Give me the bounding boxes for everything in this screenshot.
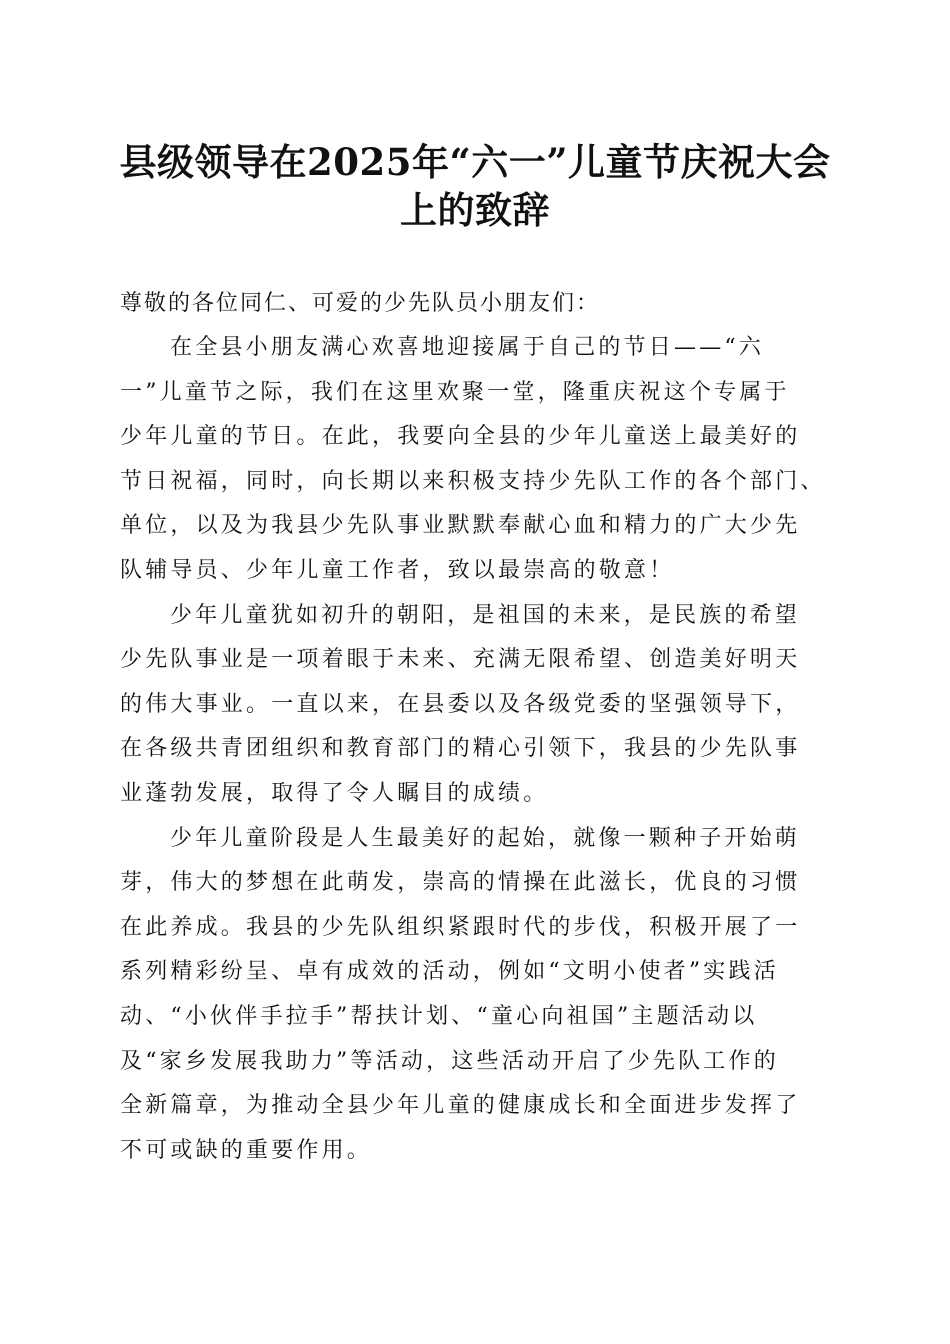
- paragraph-line: 不可或缺的重要作用。: [120, 1137, 373, 1163]
- paragraph-line: 业蓬勃发展，取得了令人瞩目的成绩。: [120, 780, 549, 806]
- paragraph-line: 在各级共青团组织和教育部门的精心引领下，我县的少先队事: [120, 736, 801, 762]
- paragraph-line: 及“家乡发展我助力”等活动，这些活动开启了少先队工作的: [120, 1048, 779, 1074]
- paragraph-line: 在此养成。我县的少先队组织紧跟时代的步伐，积极开展了一: [120, 914, 801, 940]
- paragraph-line: 一”儿童节之际，我们在这里欢聚一堂，隆重庆祝这个专属于: [120, 379, 790, 405]
- title-line: 县级领导在2025年“六一”儿童节庆祝大会: [119, 140, 831, 184]
- paragraph-line: 队辅导员、少年儿童工作者，致以最崇高的敬意！: [120, 557, 675, 583]
- document-title: [100, 138, 850, 234]
- paragraph-line: 动、“小伙伴手拉手”帮扶计划、“童心向祖国”主题活动以: [120, 1003, 758, 1029]
- paragraph-line: 芽，伟大的梦想在此萌发，崇高的情操在此滋长，优良的习惯: [120, 870, 801, 896]
- title-line: 上的致辞: [400, 188, 550, 232]
- paragraph-3: [120, 817, 832, 1174]
- paragraph-line: 少先队事业是一项着眼于未来、充满无限希望、创造美好明天: [120, 647, 801, 673]
- paragraph-line: 少年儿童犹如初升的朝阳，是祖国的未来，是民族的希望: [170, 602, 801, 628]
- paragraph-line: 系列精彩纷呈、卓有成效的活动，例如“文明小使者”实践活: [120, 959, 779, 985]
- paragraph-line: 单位，以及为我县少先队事业默默奉献心血和精力的广大少先: [120, 513, 801, 539]
- paragraph-line: 在全县小朋友满心欢喜地迎接属于自己的节日——“六: [170, 335, 765, 360]
- paragraph-line: 少年儿童阶段是人生最美好的起始，就像一颗种子开始萌: [170, 825, 801, 851]
- paragraph-2: [120, 594, 832, 817]
- paragraph-line: 的伟大事业。一直以来，在县委以及各级党委的坚强领导下，: [120, 691, 801, 717]
- paragraph-line: 全新篇章，为推动全县少年儿童的健康成长和全面进步发挥了: [120, 1093, 801, 1119]
- salutation: 尊敬的各位同仁、可爱的少先队员小朋友们：: [120, 291, 601, 316]
- document-body: [120, 282, 832, 1173]
- paragraph-line: 节日祝福，同时，向长期以来积极支持少先队工作的各个部门、: [120, 468, 826, 494]
- paragraph-1: [120, 326, 832, 594]
- paragraph-line: 少年儿童的节日。在此，我要向全县的少年儿童送上最美好的: [120, 424, 801, 450]
